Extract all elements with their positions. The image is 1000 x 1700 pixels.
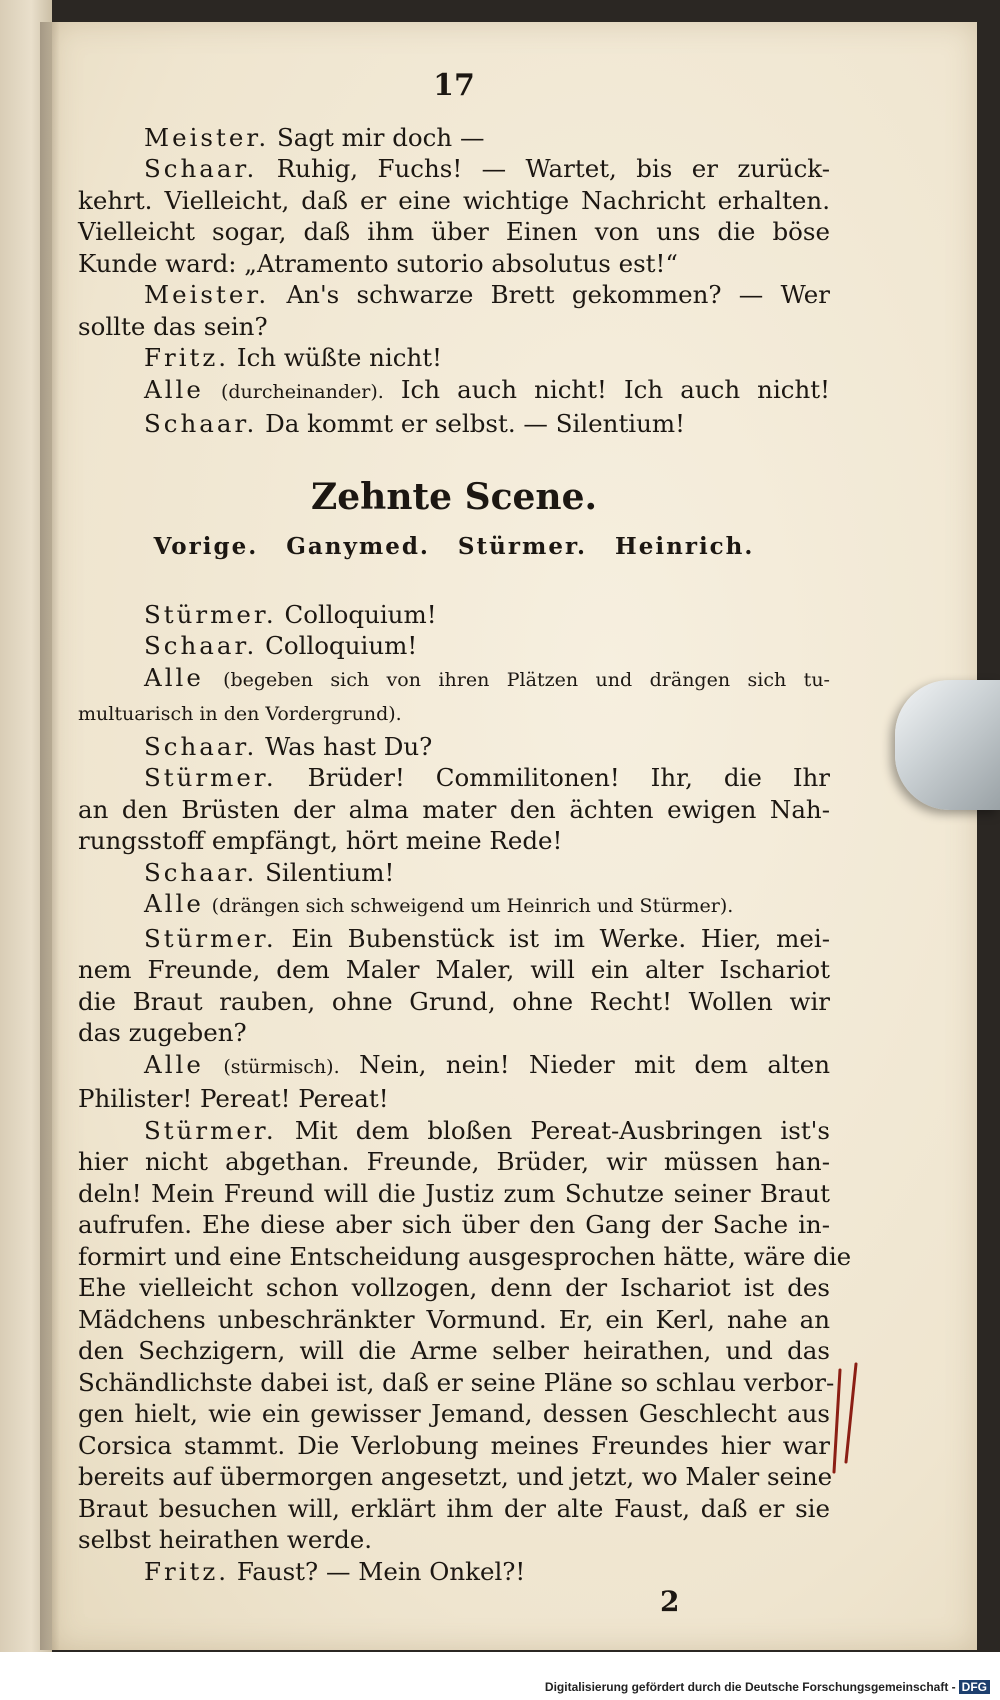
line-text: Sagt mir doch — bbox=[276, 122, 485, 152]
line-text: Mädchens unbeschränkter Vormund. Er, ein Kerl, nahe an bbox=[78, 1304, 830, 1334]
text-line bbox=[78, 216, 830, 248]
speaker-name: Stürmer. bbox=[144, 599, 277, 629]
text-line bbox=[78, 825, 830, 857]
text-line bbox=[78, 923, 830, 955]
text-line bbox=[78, 374, 830, 409]
margin-pencil-mark bbox=[826, 1362, 866, 1482]
line-text: den Sechzigern, will die Arme selber heirathen, und das bbox=[78, 1336, 830, 1365]
line-text: An's schwarze Brett gekommen? — Wer bbox=[286, 280, 830, 309]
speaker-name: Stürmer. bbox=[144, 763, 277, 792]
text-line bbox=[78, 1335, 830, 1367]
text-line bbox=[78, 408, 830, 440]
line-text: Ich auch nicht! Ich auch nicht! bbox=[400, 374, 830, 404]
text-line bbox=[78, 1209, 830, 1241]
text-line bbox=[78, 1556, 830, 1588]
line-text: Mit dem bloßen Pereat-Ausbringen ist's bbox=[294, 1115, 830, 1145]
text-line bbox=[78, 311, 830, 343]
text-line bbox=[78, 185, 830, 217]
text-line bbox=[78, 762, 830, 794]
stage-direction: (begeben sich von ihren Plätzen und drängen sich tu- bbox=[223, 668, 830, 691]
speaker-name: Schaar. bbox=[144, 731, 258, 761]
line-text: die Braut rauben, ohne Grund, ohne Recht! Wollen wir bbox=[78, 986, 830, 1016]
line-text: selbst heirathen werde. bbox=[78, 1525, 373, 1554]
speaker-name: Fritz. bbox=[144, 1556, 230, 1586]
line-text: Braut besuchen will, erklärt ihm der alte Faust, daß er sie bbox=[78, 1493, 830, 1523]
text-line bbox=[78, 1115, 830, 1147]
credit-text bbox=[545, 1680, 990, 1694]
dialogue-before-scene bbox=[78, 122, 830, 440]
line-text: deln! Mein Freund will die Justiz zum Schutze seiner Braut bbox=[78, 1178, 830, 1208]
text-line bbox=[78, 1272, 830, 1304]
text-line bbox=[78, 1146, 830, 1178]
line-text: rungsstoff empfängt, hört meine Rede! bbox=[78, 826, 563, 855]
speaker-name: Alle bbox=[144, 374, 204, 404]
scene-title: Zehnte Scene. bbox=[310, 475, 598, 518]
text-line bbox=[78, 1461, 833, 1493]
line-text: Brüder! Commilitonen! Ihr, die Ihr bbox=[307, 763, 830, 792]
line-text: Kunde ward: „Atramento sutorio absolutus est!“ bbox=[78, 248, 678, 278]
speaker-name: Meister. bbox=[144, 280, 270, 309]
line-text: Da kommt er selbst. — Silentium! bbox=[265, 409, 685, 438]
dfg-logo: DFG bbox=[959, 1680, 990, 1694]
speaker-name: Alle bbox=[144, 1049, 204, 1079]
scene-persons: Vorige. Ganymed. Stürmer. Heinrich. bbox=[153, 533, 755, 560]
text-line bbox=[78, 888, 830, 923]
text-line bbox=[78, 954, 830, 986]
speaker-name: Alle bbox=[144, 662, 204, 692]
text-line bbox=[78, 630, 830, 662]
text-line bbox=[78, 599, 830, 631]
signature-mark: 2 bbox=[660, 1585, 680, 1618]
speaker-name: Stürmer. bbox=[144, 923, 277, 953]
text-line bbox=[78, 1049, 830, 1084]
text-line bbox=[78, 1304, 830, 1336]
speaker-name: Stürmer. bbox=[144, 1115, 277, 1145]
line-text: Ehe vielleicht schon vollzogen, denn der Ischariot ist des bbox=[78, 1273, 830, 1302]
line-text: Silentium! bbox=[265, 857, 395, 887]
text-line bbox=[78, 1430, 830, 1462]
line-text: Was hast Du? bbox=[265, 731, 433, 761]
line-text: hier nicht abgethan. Freunde, Brüder, wir müssen han- bbox=[78, 1147, 830, 1176]
stage-direction: (durcheinander). bbox=[220, 380, 384, 403]
gutter-shadow bbox=[40, 22, 60, 1650]
credit-bar bbox=[0, 1652, 1000, 1700]
text-line bbox=[78, 986, 830, 1018]
line-text: kehrt. Vielleicht, daß er eine wichtige Nachricht erhalten. bbox=[78, 185, 830, 215]
page-number: 17 bbox=[433, 68, 475, 103]
text-line bbox=[78, 794, 830, 826]
text-line bbox=[78, 248, 830, 280]
speaker-name: Schaar. bbox=[144, 409, 258, 438]
credit-label: Digitalisierung gefördert durch die Deutsche Forschungsgemeinschaft - bbox=[544, 1680, 956, 1694]
text-line bbox=[78, 1493, 830, 1525]
speaker-name: Meister. bbox=[144, 122, 270, 152]
line-text: Corsica stammt. Die Verlobung meines Freundes hier war bbox=[78, 1430, 830, 1460]
text-line bbox=[78, 857, 830, 889]
line-text: sollte das sein? bbox=[78, 311, 268, 341]
line-text: Faust? — Mein Onkel?! bbox=[236, 1556, 526, 1586]
line-text: formirt und eine Entscheidung ausgesprochen hätte, wäre die bbox=[78, 1241, 852, 1271]
line-text: bereits auf übermorgen angesetzt, und jetzt, wo Maler seine bbox=[78, 1462, 833, 1491]
text-line bbox=[78, 122, 830, 154]
text-line bbox=[78, 1017, 830, 1049]
text-line bbox=[78, 279, 830, 311]
line-text: Ruhig, Fuchs! — Wartet, bis er zurück- bbox=[276, 154, 830, 183]
stage-direction: (drängen sich schweigend um Heinrich und Stürmer). bbox=[211, 895, 734, 917]
line-text: Vielleicht sogar, daß ihm über Einen von uns die böse bbox=[78, 217, 830, 246]
line-text: an den Brüsten der alma mater den ächten ewigen Nah- bbox=[78, 794, 830, 824]
text-line bbox=[78, 1398, 830, 1430]
text-line bbox=[78, 1241, 852, 1273]
text-line bbox=[78, 1524, 830, 1556]
line-text: Colloquium! bbox=[284, 599, 437, 629]
line-text: Nein, nein! Nieder mit dem alten bbox=[359, 1049, 830, 1079]
stage-direction: (stürmisch). bbox=[223, 1055, 340, 1078]
line-text: das zugeben? bbox=[78, 1018, 247, 1047]
dialogue-after-scene bbox=[78, 599, 852, 1588]
text-line bbox=[78, 1178, 830, 1210]
text-line bbox=[78, 153, 830, 185]
speaker-name: Schaar. bbox=[144, 857, 258, 887]
line-text: Schändlichste dabei ist, daß er seine Pläne so schlau verbor- bbox=[78, 1367, 835, 1397]
paper-clip bbox=[895, 680, 1000, 810]
line-text: aufrufen. Ehe diese aber sich über den Gang der Sache in- bbox=[78, 1210, 830, 1239]
text-line bbox=[78, 342, 830, 374]
line-text: Philister! Pereat! Pereat! bbox=[78, 1084, 389, 1113]
line-text: Colloquium! bbox=[265, 631, 418, 660]
text-line bbox=[78, 731, 830, 763]
text-line bbox=[78, 662, 830, 697]
page-text bbox=[78, 68, 852, 1587]
speaker-name: Fritz. bbox=[144, 343, 230, 372]
speaker-name: Alle bbox=[144, 889, 204, 918]
text-line bbox=[78, 696, 830, 731]
speaker-name: Schaar. bbox=[144, 631, 258, 660]
speaker-name: Schaar. bbox=[144, 154, 258, 183]
text-line bbox=[78, 1367, 835, 1399]
line-text: gen hielt, wie ein gewisser Jemand, dessen Geschlecht aus bbox=[78, 1399, 830, 1428]
line-text: nem Freunde, dem Maler Maler, will ein alter Ischariot bbox=[78, 955, 830, 984]
line-text: Ein Bubenstück ist im Werke. Hier, mei- bbox=[291, 923, 830, 953]
text-line bbox=[78, 1083, 830, 1115]
line-text: Ich wüßte nicht! bbox=[236, 343, 442, 372]
stage-direction: multuarisch in den Vordergrund). bbox=[78, 703, 402, 725]
